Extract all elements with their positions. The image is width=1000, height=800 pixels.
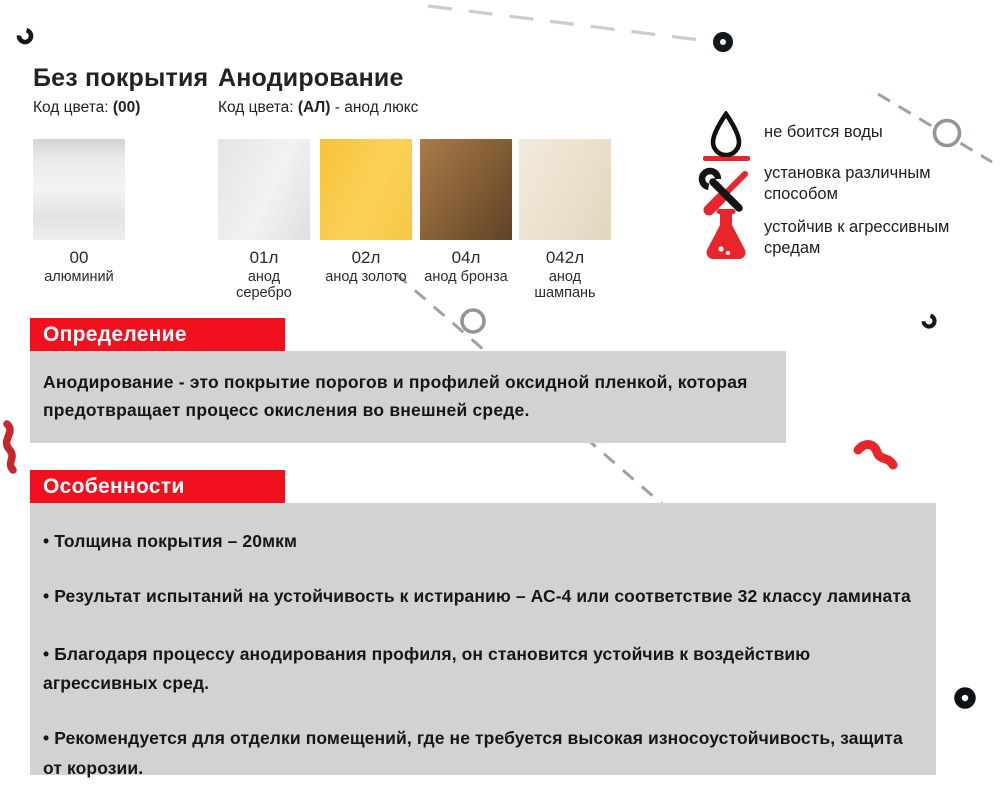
swatch-042l-chip [519,139,611,240]
ring-middle [462,310,484,332]
swatch-code: 01л [249,248,279,267]
swatch-label: анод шампань [534,269,596,301]
swatch-label: анод серебро [236,269,292,301]
dashed-line-top [428,6,700,40]
features-banner: Особенности [30,470,285,503]
swatch-02l-chip [320,139,412,240]
feature-bullet: • Рекомендуется для отделки помещений, где не требуется высокая износоустойчивость, защита от корозии. [43,724,912,784]
benefit-install: установка различным способом [764,164,931,203]
donut-dot-bottom [958,691,972,705]
swatch-code: 00 [69,248,89,267]
feature-bullet: • Благодаря процессу анодирования профиля, он становится устойчив к воздействию агрессивных сред. [43,640,912,700]
swatch-042l [519,139,611,301]
code-label: Код цвета: [33,99,113,116]
swatch-code: 04л [451,248,481,267]
red-squiggle-right [858,444,893,465]
feature-bullet: • Толщина покрытия – 20мкм [43,527,912,557]
swatch-label: алюминий [44,269,114,285]
no-coating-title: Без покрытия [33,64,209,92]
feature-bullet: • Результат испытаний на устойчивость к истиранию – АС-4 или соответствие 32 классу ламината [43,582,912,612]
swatch-label: анод бронза [424,269,508,285]
features-box [30,503,936,778]
swatch-01l-chip [218,139,310,240]
swatch-label: анод золото [325,269,407,285]
benefit-resistant: устойчив к агрессивным средам [764,218,950,257]
c-mark-top-left [18,29,33,44]
swatch-00-chip [33,139,125,240]
anodizing-header [218,64,418,117]
anodizing-title: Анодирование [218,64,404,92]
definition-banner: Определение [30,318,285,351]
swatch-02l [320,139,412,285]
code-label: Код цвета: [218,99,298,116]
c-mark-right [922,314,935,327]
swatch-code: 02л [351,248,381,267]
anodizing-code [218,99,418,117]
donut-dot-top [717,36,730,49]
swatch-04l [420,139,512,285]
swatch-01l [218,139,310,301]
swatch-code: 042л [545,248,585,267]
swatch-04l-chip [420,139,512,240]
swatch-00 [33,139,125,285]
code-value: (00) [112,99,141,116]
flask-icon [704,207,748,259]
no-coating-code [33,99,208,117]
water-drop-icon [706,111,746,157]
code-value: (АЛ) [297,99,331,116]
code-suffix: - анод люкс [330,99,419,116]
red-squiggle-left [7,424,13,470]
ring-right [935,121,960,146]
no-coating-header [33,64,208,117]
benefit-water: не боится воды [764,123,883,141]
definition-box: Анодирование - это покрытие порогов и профилей оксидной пленкой, которая предотвращает процесс окисления во внешней среде. [30,351,786,443]
